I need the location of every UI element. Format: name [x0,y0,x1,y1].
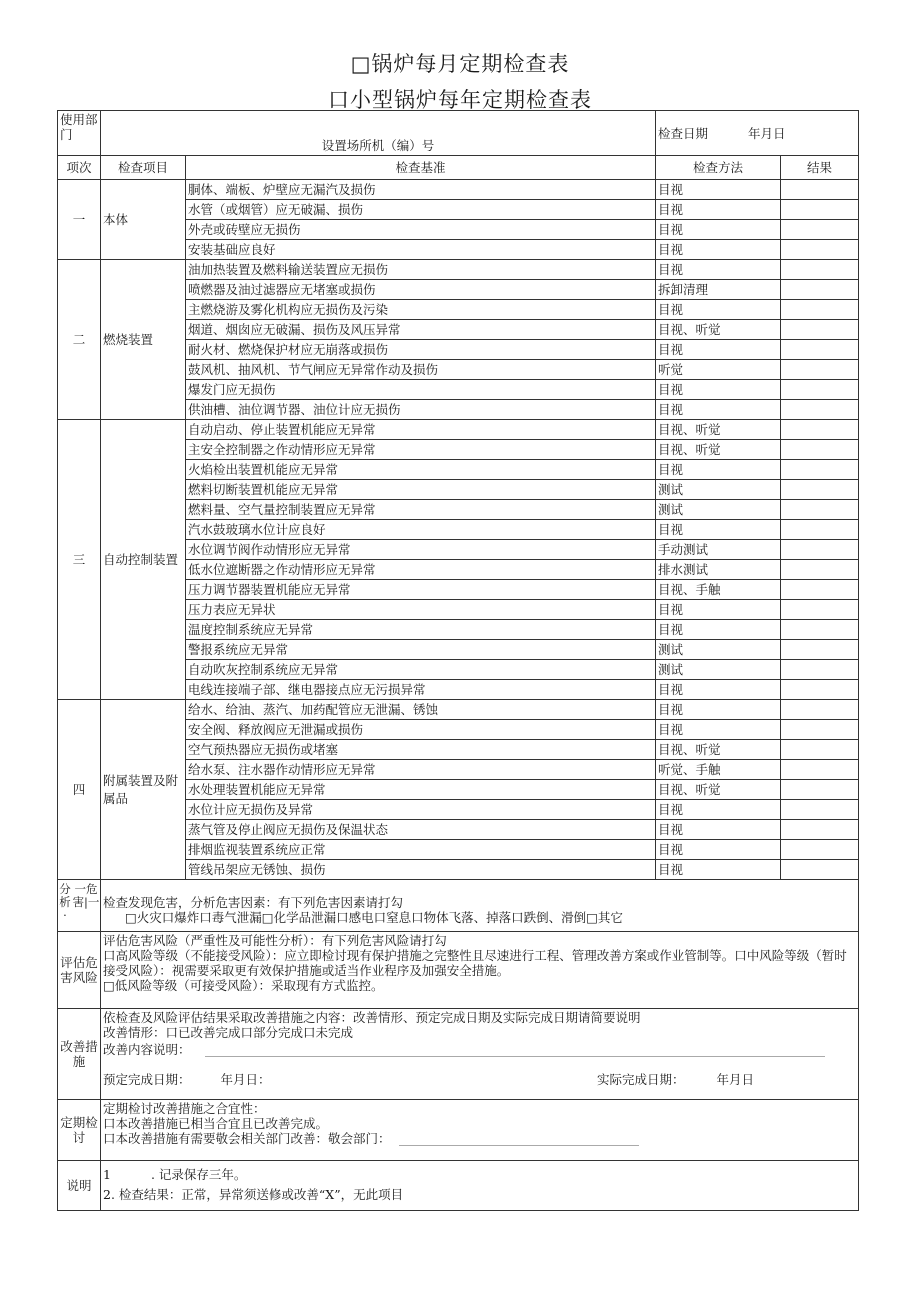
notes-label: 说明 [58,1161,101,1211]
result-cell[interactable] [781,620,859,640]
criteria-cell: 爆发门应无损伤 [186,380,656,400]
method-cell: 目视 [656,520,781,540]
criteria-cell: 水位调节阀作动情形应无异常 [186,540,656,560]
result-cell[interactable] [781,780,859,800]
result-cell[interactable] [781,460,859,480]
method-cell: 目视、听觉 [656,420,781,440]
risk-content [101,932,859,1009]
method-cell: 目视 [656,620,781,640]
section-number: 四 [58,700,101,880]
improve-row [58,1009,859,1100]
method-cell: 目视 [656,180,781,200]
result-cell[interactable] [781,360,859,380]
notes-content [101,1161,859,1211]
improve-desc-label: 改善内容说明： [103,1042,191,1057]
criteria-cell: 水位计应无损伤及异常 [186,800,656,820]
result-cell[interactable] [781,200,859,220]
criteria-cell: 空气预热器应无损伤或堵塞 [186,740,656,760]
method-cell: 目视 [656,680,781,700]
method-cell: 目视 [656,300,781,320]
criteria-cell: 蒸气管及停止阀应无损伤及保温状态 [186,820,656,840]
method-cell: 测试 [656,500,781,520]
analysis-line1: 检查发现危害，分析危害因素：有下列危害因素请打勾 [103,895,404,910]
criteria-cell: 自动启动、停止装置机能应无异常 [186,420,656,440]
col-criteria: 检查基准 [186,156,656,180]
result-cell[interactable] [781,700,859,720]
planned-date-label: 预定完成日期： [103,1072,191,1087]
result-cell[interactable] [781,500,859,520]
method-cell: 目视 [656,240,781,260]
result-cell[interactable] [781,560,859,580]
table-row [58,180,859,200]
method-cell: 目视 [656,260,781,280]
actual-date-units[interactable]: 年月日 [716,1072,755,1087]
review-line1: 定期检讨改善措施之合宜性： [103,1101,266,1116]
notes-line2: 2. 检查结果：正常，异常须送修或改善“X”，无此项目 [103,1187,404,1202]
col-item: 检查项目 [101,156,186,180]
method-cell: 目视、听觉 [656,780,781,800]
criteria-cell: 安装基础应良好 [186,240,656,260]
date-cell[interactable] [656,111,859,156]
section-name: 本体 [101,180,186,260]
method-cell: 目视 [656,400,781,420]
method-cell: 目视、听觉 [656,740,781,760]
result-cell[interactable] [781,400,859,420]
criteria-cell: 排烟监视装置系统应正常 [186,840,656,860]
result-cell[interactable] [781,440,859,460]
criteria-cell: 水处理装置机能应无异常 [186,780,656,800]
section-number: 一 [58,180,101,260]
method-cell: 目视 [656,820,781,840]
improve-desc-field[interactable] [205,1044,825,1057]
criteria-cell: 安全阀、释放阀应无泄漏或损伤 [186,720,656,740]
title-monthly: □锅炉每月定期检查表 [350,52,570,76]
criteria-cell: 管线吊架应无锈蚀、损伤 [186,860,656,880]
risk-row [58,932,859,1009]
result-cell[interactable] [781,280,859,300]
col-method: 检查方法 [656,156,781,180]
title-yearly: 口小型锅炉每年定期检查表 [328,88,592,112]
place-label: 设置场所机（编）号 [101,111,656,156]
criteria-cell: 鼓风机、抽风机、节气闸应无异常作动及损伤 [186,360,656,380]
criteria-cell: 警报系统应无异常 [186,640,656,660]
method-cell: 目视 [656,720,781,740]
result-cell[interactable] [781,320,859,340]
criteria-cell: 汽水鼓玻璃水位计应良好 [186,520,656,540]
result-cell[interactable] [781,480,859,500]
result-cell[interactable] [781,260,859,280]
method-cell: 目视 [656,700,781,720]
method-cell: 目视 [656,340,781,360]
result-cell[interactable] [781,420,859,440]
improve-line1: 依检查及风险评估结果采取改善措施之内容：改善情形、预定完成日期及实际完成日期请简要说明 [103,1010,641,1025]
criteria-cell: 压力表应无异状 [186,600,656,620]
dept-label: 使用部门 [58,111,101,156]
method-cell: 目视 [656,460,781,480]
result-cell[interactable] [781,720,859,740]
table-row [58,260,859,280]
criteria-cell: 压力调节器装置机能应无异常 [186,580,656,600]
criteria-cell: 给水泵、注水器作动情形应无异常 [186,760,656,780]
result-cell[interactable] [781,300,859,320]
criteria-cell: 耐火材、燃烧保护材应无崩落或损伤 [186,340,656,360]
planned-date-units[interactable]: 年月日： [220,1072,271,1087]
method-cell: 目视 [656,860,781,880]
criteria-cell: 水管（或烟管）应无破漏、损伤 [186,200,656,220]
method-cell: 目视 [656,600,781,620]
criteria-cell: 火焰检出装置机能应无异常 [186,460,656,480]
method-cell: 排水测试 [656,560,781,580]
review-option-ok[interactable]: 口本改善措施已相当合宜且已改善完成。 [103,1116,329,1131]
header-row [58,111,859,156]
improve-status[interactable]: 改善情形：口已改善完成口部分完成口未完成 [103,1025,354,1040]
result-cell[interactable] [781,680,859,700]
method-cell: 测试 [656,660,781,680]
result-cell[interactable] [781,520,859,540]
section-name: 自动控制装置 [101,420,186,700]
notes-row [58,1161,859,1211]
improve-content [101,1009,859,1100]
table-row [58,700,859,720]
result-cell[interactable] [781,860,859,880]
result-cell[interactable] [781,660,859,680]
result-cell[interactable] [781,760,859,780]
method-cell: 拆卸清理 [656,280,781,300]
analysis-outer-label: 分析· [59,881,71,922]
result-cell[interactable] [781,340,859,360]
result-cell[interactable] [781,740,859,760]
col-no: 项次 [58,156,101,180]
review-dept-field[interactable] [399,1133,639,1146]
method-cell: 手动测试 [656,540,781,560]
result-cell[interactable] [781,380,859,400]
analysis-label-cell [58,880,101,932]
criteria-cell: 给水、给油、蒸汽、加药配管应无泄漏、锈蚀 [186,700,656,720]
section-name: 附属装置及附属品 [101,700,186,880]
risk-high-mid[interactable]: 口高风险等级（不能接受风险）：应立即检讨现有保护措施之完整性且尽速进行工程、管理改善方案或作业管制等。口中风险等级（暂时接受风险）：视需要采取更有效保护措施或适当作业程序及加强安全措施。 [103,948,847,978]
section-number: 三 [58,420,101,700]
notes-line1-no: 1 [103,1167,111,1182]
inspection-table [57,110,859,1211]
method-cell: 测试 [656,640,781,660]
method-cell: 目视、手触 [656,580,781,600]
result-cell[interactable] [781,800,859,820]
review-option-dept[interactable]: 口本改善措施有需要敬会相关部门改善：敬会部门： [103,1131,391,1146]
method-cell: 目视、听觉 [656,320,781,340]
result-cell[interactable] [781,580,859,600]
result-cell[interactable] [781,240,859,260]
method-cell: 目视 [656,800,781,820]
risk-line1: 评估危害风险（严重性及可能性分析）：有下列危害风险请打勾 [103,933,447,948]
review-row [58,1100,859,1161]
result-cell[interactable] [781,640,859,660]
result-cell[interactable] [781,180,859,200]
analysis-sub-label: 一危害|一 [72,881,100,909]
risk-low[interactable]: □低风险等级（可接受风险）：采取现有方式监控。 [103,978,384,993]
review-content [101,1100,859,1161]
criteria-cell: 喷燃器及油过滤器应无堵塞或损伤 [186,280,656,300]
table-row [58,420,859,440]
hazard-checklist[interactable]: □火灾口爆炸口毒气泄漏□化学品泄漏口感电口窒息口物体飞落、掉落口跌倒、滑倒□其它 [125,910,623,925]
criteria-cell: 油加热装置及燃料输送装置应无损伤 [186,260,656,280]
criteria-cell: 外壳或砖壁应无损伤 [186,220,656,240]
method-cell: 目视 [656,840,781,860]
method-cell: 听觉、手触 [656,760,781,780]
risk-label: 评估危害风险 [58,932,101,1009]
method-cell: 测试 [656,480,781,500]
method-cell: 目视 [656,380,781,400]
notes-line1: . 记录保存三年。 [150,1167,247,1182]
criteria-cell: 燃料切断装置机能应无异常 [186,480,656,500]
col-result: 结果 [781,156,859,180]
criteria-cell: 烟道、烟囱应无破漏、损伤及风压异常 [186,320,656,340]
section-name: 燃烧装置 [101,260,186,420]
section-number: 二 [58,260,101,420]
actual-date-label: 实际完成日期： [597,1072,685,1087]
method-cell: 目视 [656,200,781,220]
result-cell[interactable] [781,600,859,620]
result-cell[interactable] [781,840,859,860]
criteria-cell: 胴体、端板、炉壁应无漏汽及损伤 [186,180,656,200]
result-cell[interactable] [781,220,859,240]
date-units: 年月日 [748,125,786,141]
criteria-cell: 低水位遮断器之作动情形应无异常 [186,560,656,580]
date-label: 检查日期 [658,125,709,141]
result-cell[interactable] [781,540,859,560]
criteria-cell: 主安全控制器之作动情形应无异常 [186,440,656,460]
review-label: 定期检讨 [58,1100,101,1161]
method-cell: 目视、听觉 [656,440,781,460]
criteria-cell: 温度控制系统应无异常 [186,620,656,640]
criteria-cell: 供油槽、油位调节器、油位计应无损伤 [186,400,656,420]
analysis-content [101,880,859,932]
criteria-cell: 自动吹灰控制系统应无异常 [186,660,656,680]
criteria-cell: 电线连接端子部、继电器接点应无污损异常 [186,680,656,700]
analysis-row [58,880,859,932]
result-cell[interactable] [781,820,859,840]
method-cell: 听觉 [656,360,781,380]
criteria-cell: 燃料量、空气量控制装置应无异常 [186,500,656,520]
criteria-cell: 主燃烧游及雾化机构应无损伤及污染 [186,300,656,320]
method-cell: 目视 [656,220,781,240]
improve-label: 改善措施 [58,1009,101,1100]
column-header-row [58,156,859,180]
